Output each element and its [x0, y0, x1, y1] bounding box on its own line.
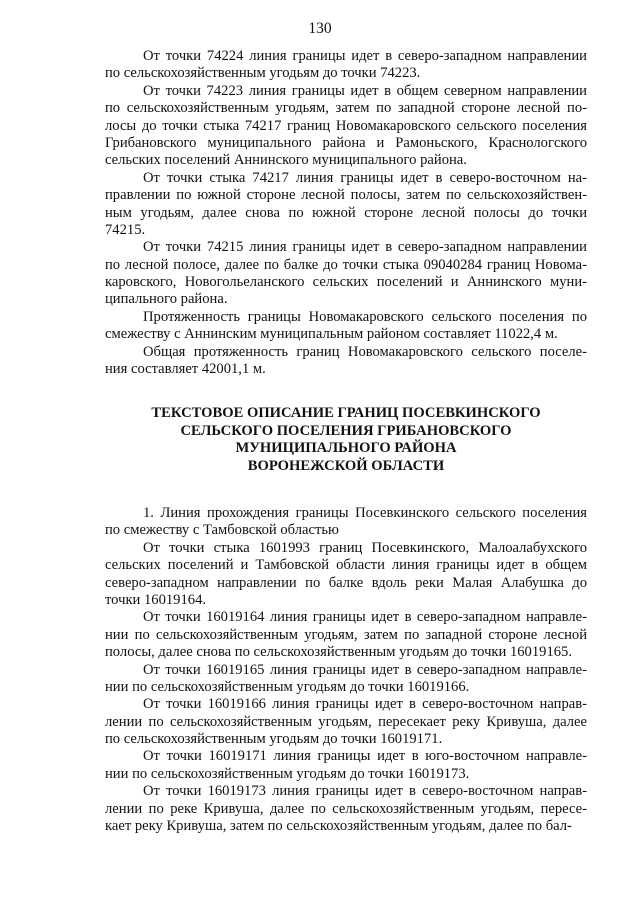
paragraph	[105, 662, 587, 697]
paragraph-line: Общая протяженность границ Новомакаровского сельского поселе-	[143, 343, 587, 360]
paragraph	[105, 609, 587, 661]
heading-line: ВОРОНЕЖСКОЙ ОБЛАСТИ	[247, 457, 445, 474]
paragraph-line: От точки стыка 74217 линия границы идет в северо-восточном на-	[143, 169, 587, 186]
paragraph-line: сельских поселений и Тамбовской области линия границы идет в общем	[105, 557, 587, 574]
paragraph-line: нии по сельскохозяйственным угодьям до точки 16019166.	[105, 678, 470, 695]
paragraph-line: ния составляет 42001,1 м.	[105, 361, 266, 378]
paragraph-line: нии по сельскохозяйственным угодьям до точки 16019173.	[105, 765, 470, 782]
paragraph	[105, 48, 587, 83]
paragraph-line: кает реку Кривуша, затем по сельскохозяйственным угодьям, далее по бал-	[105, 818, 572, 835]
paragraph-line: по сельскохозяйственным угодьям до точки 16019171.	[105, 731, 443, 748]
paragraph-line: по сельскохозяйственным угодьям, затем по западной стороне лесной по-	[105, 100, 587, 117]
section-posevkinskoe-boundary	[105, 505, 587, 835]
paragraph	[105, 170, 587, 240]
heading-line: ТЕКСТОВОЕ ОПИСАНИЕ ГРАНИЦ ПОСЕВКИНСКОГО	[151, 405, 541, 422]
paragraph-line: 74215.	[105, 221, 146, 238]
paragraph-line: точки 16019164.	[105, 591, 207, 608]
paragraph-line: нии по сельскохозяйственным угодьям, затем по западной стороне лесной	[105, 626, 587, 643]
section-heading	[105, 405, 587, 475]
paragraph	[105, 748, 587, 783]
paragraph-line: ным угодьям, далее снова по южной стороне лесной полосы до точки	[105, 204, 587, 221]
paragraph-line: Протяженность границы Новомакаровского сельского поселения по	[143, 308, 587, 325]
paragraph	[105, 540, 587, 610]
paragraph-line: От точки 16019164 линия границы идет в северо-западном направле-	[143, 609, 587, 626]
paragraph-line: лении по сельскохозяйственным угодьям, пересекает реку Кривуша, далее	[105, 713, 587, 730]
paragraph	[105, 783, 587, 835]
paragraph-line: Грибановского муниципального района и Рамоньского, Краснологского	[105, 134, 587, 151]
paragraph-line: От точки 16019173 линия границы идет в северо-восточном направ-	[143, 783, 587, 800]
paragraph-line: полосы, далее снова по сельскохозяйственным угодьям до точки 16019165.	[105, 644, 572, 661]
paragraph	[105, 696, 587, 748]
paragraph-line: лении по реке Кривуша, далее по сельскохозяйственным угодьям, пересе-	[105, 800, 587, 817]
paragraph-line: От точки 16019166 линия границы идет в северо-восточном направ-	[143, 696, 587, 713]
heading-line: СЕЛЬСКОГО ПОСЕЛЕНИЯ ГРИБАНОВСКОГО	[180, 422, 512, 439]
paragraph-line: ципального района.	[105, 291, 228, 308]
paragraph-line: правлении по южной стороне лесной полосы, затем по сельскохозяйствен-	[105, 187, 587, 204]
paragraph	[105, 344, 587, 379]
document-body	[105, 48, 587, 835]
paragraph-line: лосы до точки стыка 74217 границ Новомакаровского сельского поселения	[105, 117, 587, 134]
paragraph	[105, 83, 587, 170]
paragraph-line: 1. Линия прохождения границы Посевкинского сельского поселения	[143, 504, 587, 521]
paragraph-line: От точки 74215 линия границы идет в северо-западном направлении	[143, 239, 587, 256]
paragraph-line: От точки 16019171 линия границы идет в юго-восточном направле-	[143, 748, 587, 765]
heading-line: МУНИЦИПАЛЬНОГО РАЙОНА	[235, 440, 457, 457]
paragraph-line: по сельскохозяйственным угодьям до точки 74223.	[105, 65, 421, 82]
paragraph-line: по смежеству с Тамбовской областью	[105, 522, 339, 539]
paragraph-line: От точки стыка 1601993 границ Посевкинского, Малоалабухского	[143, 539, 587, 556]
paragraph-line: северо-западном направлении по балке вдоль реки Малая Алабушка до	[105, 574, 587, 591]
paragraph-line: сельских поселений Аннинского муниципального района.	[105, 152, 467, 169]
paragraph-line: От точки 74224 линия границы идет в северо-западном направлении	[143, 48, 587, 64]
page-number: 130	[308, 20, 332, 37]
paragraph	[105, 505, 587, 540]
paragraph-line: От точки 16019165 линия границы идет в северо-западном направле-	[143, 661, 587, 678]
section-novomakarovskoe-boundary	[105, 48, 587, 378]
paragraph-line: От точки 74223 линия границы идет в общем северном направлении	[143, 82, 587, 99]
paragraph-line: по лесной полосе, далее по балке до точки стыка 09040284 границ Новома-	[105, 256, 587, 273]
paragraph-line: каровского, Новогольеланского сельских поселений и Аннинского муни-	[105, 274, 587, 291]
paragraph-line: смежеству с Аннинским муниципальным районом составляет 11022,4 м.	[105, 326, 558, 343]
paragraph	[105, 239, 587, 309]
paragraph	[105, 309, 587, 344]
